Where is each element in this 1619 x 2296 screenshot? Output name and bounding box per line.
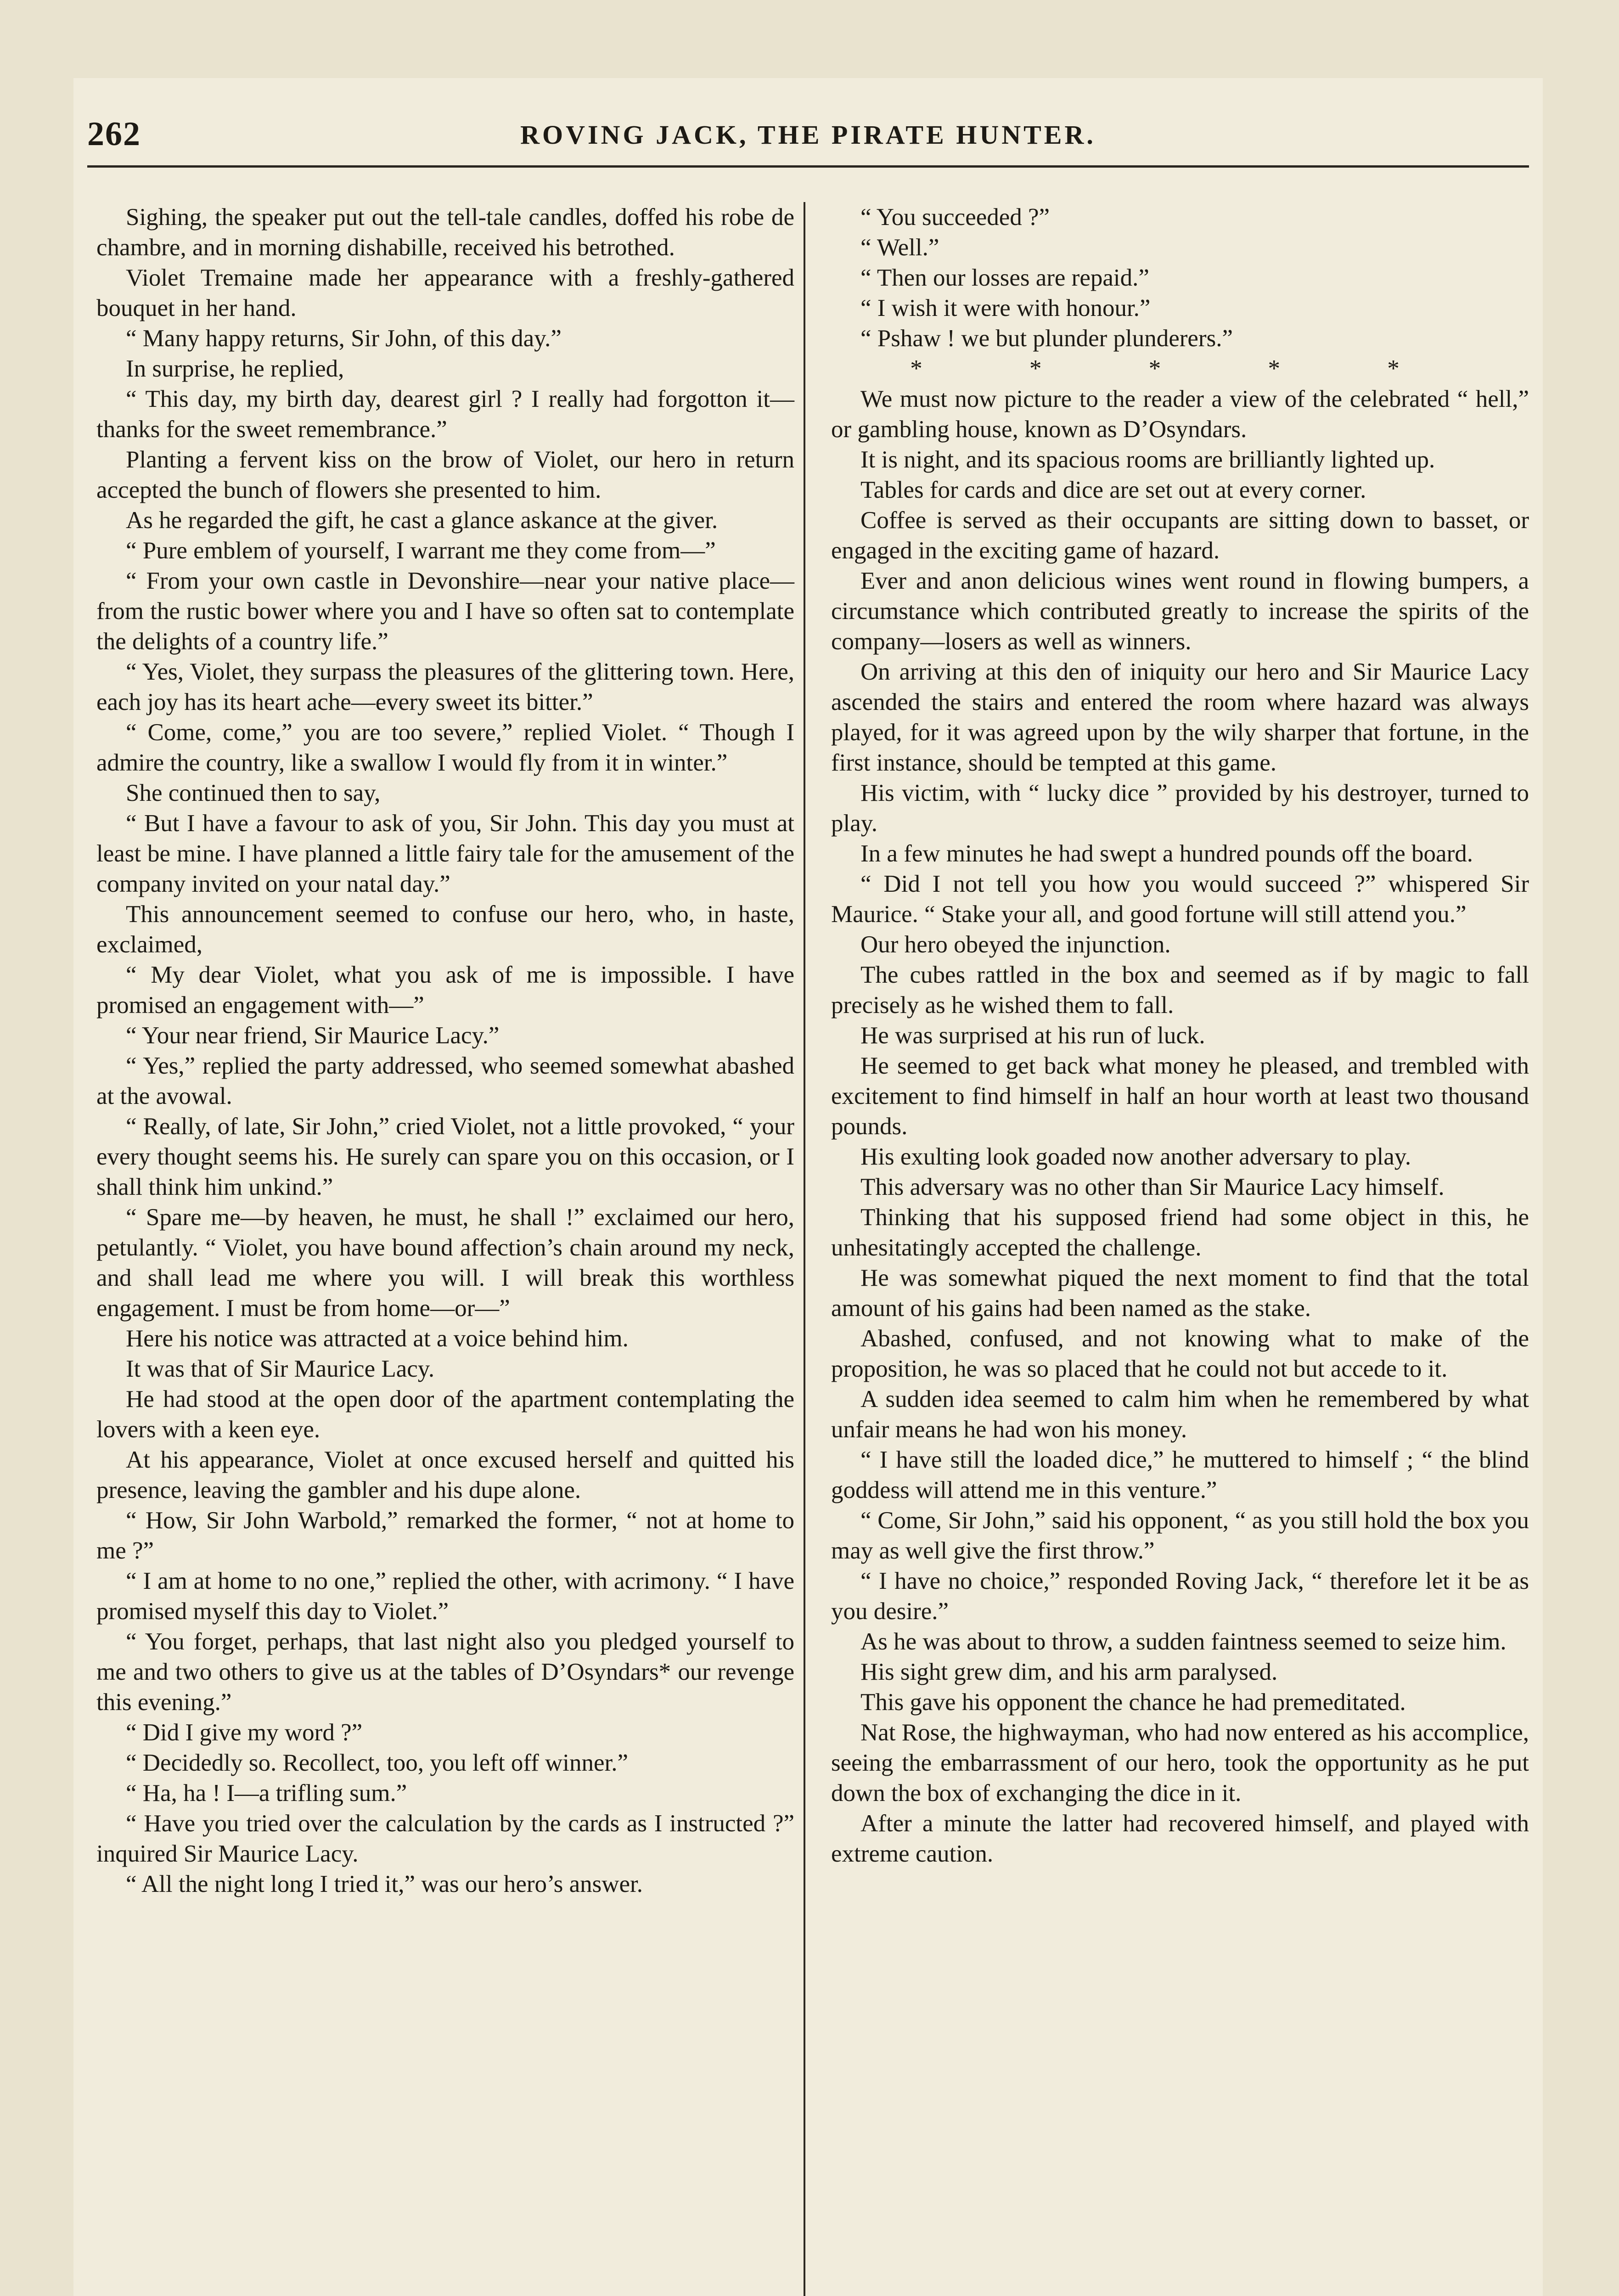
paragraph: “ Pure emblem of yourself, I warrant me they come from—” [126,537,716,564]
running-title: ROVING JACK, THE PIRATE HUNTER. [520,120,1096,150]
section-break: * * * * * [910,355,1450,382]
paragraph: “ Come, Sir John,” said his opponent, “ as you still hold the box you may as well give the first throw.” [831,1507,1529,1564]
paragraph: His sight grew dim, and his arm paralysed. [860,1659,1278,1685]
paragraph: “ This day, my birth day, dearest girl ? I really had forgotton it—thanks for the sweet remembrance.” [96,386,794,443]
paragraph: “ Well.” [860,234,939,261]
paragraph: This adversary was no other than Sir Maurice Lacy himself. [860,1174,1445,1200]
paragraph: “ Come, come,” you are too severe,” replied Violet. “ Though I admire the country, like a swallow I would fly from it in winter.” [96,719,794,776]
paragraph: “ I am at home to no one,” replied the other, with acrimony. “ I have promised myself this day to Violet.” [96,1568,794,1625]
paragraph: The cubes rattled in the box and seemed as if by magic to fall precisely as he wished them to fall. [831,962,1529,1019]
paragraph: “ From your own castle in Devonshire—near your native place—from the rustic bower where you and I have so often sat to contemplate the delights of a country life.” [96,568,794,655]
paragraph: “ Pshaw ! we but plunder plunderers.” [860,325,1233,352]
page-header [87,115,1529,168]
paragraph: In a few minutes he had swept a hundred pounds off the board. [860,840,1473,867]
paragraph: Thinking that his supposed friend had some object in this, he unhesitatingly accepted the challenge. [831,1204,1529,1261]
paragraph: As he regarded the gift, he cast a glance askance at the giver. [126,507,718,534]
paragraph: Planting a fervent kiss on the brow of Violet, our hero in return accepted the bunch of flowers she presented to him. [96,446,794,503]
paragraph: We must now picture to the reader a view of the celebrated “ hell,” or gambling house, known as D’Osyndars. [831,386,1529,443]
paragraph: “ All the night long I tried it,” was our hero’s answer. [126,1871,643,1897]
paragraph: Abashed, confused, and not knowing what to make of the proposition, he was so placed that he could not but accede to it. [831,1325,1529,1382]
paragraph: “ Yes,” replied the party addressed, who seemed somewhat abashed at the avowal. [96,1052,794,1109]
paragraph: Violet Tremaine made her appearance with a freshly-gathered bouquet in her hand. [96,264,794,321]
paragraph: This gave his opponent the chance he had premeditated. [860,1689,1406,1716]
book-page [73,78,1543,2296]
paragraph: Here his notice was attracted at a voice behind him. [126,1325,629,1352]
paragraph: His exulting look goaded now another adversary to play. [860,1143,1411,1170]
left-text-column [96,202,794,2296]
paragraph: It is night, and its spacious rooms are brilliantly lighted up. [860,446,1435,473]
paragraph: Our hero obeyed the injunction. [860,931,1171,958]
page-number: 262 [87,115,141,153]
paragraph: At his appearance, Violet at once excused herself and quitted his presence, leaving the gambler and his dupe alone. [96,1446,794,1503]
column-divider [804,202,805,2296]
paragraph: She continued then to say, [126,780,381,806]
paragraph: “ Your near friend, Sir Maurice Lacy.” [126,1022,500,1049]
paragraph: He was somewhat piqued the next moment to find that the total amount of his gains had been named as the stake. [831,1265,1529,1322]
right-text-column [831,202,1529,1869]
paragraph: He seemed to get back what money he pleased, and trembled with excitement to find himself in half an hour worth at least two thousand pounds. [831,1052,1529,1140]
paragraph: “ Ha, ha ! I—a trifling sum.” [126,1780,407,1806]
paragraph: “ Did I not tell you how you would succeed ?” whispered Sir Maurice. “ Stake your all, and good fortune will still attend you.” [831,871,1529,928]
paragraph: “ I wish it were with honour.” [860,295,1151,321]
paragraph: Sighing, the speaker put out the tell-tale candles, doffed his robe de chambre, and in morning dishabille, received his betrothed. [96,204,794,261]
paragraph: “ Decidedly so. Recollect, too, you left off winner.” [126,1750,629,1776]
paragraph: “ I have no choice,” responded Roving Jack, “ therefore let it be as you desire.” [831,1568,1529,1625]
paragraph: He was surprised at his run of luck. [860,1022,1205,1049]
paragraph: He had stood at the open door of the apartment contemplating the lovers with a keen eye. [96,1386,794,1443]
paragraph: “ You succeeded ?” [860,204,1050,231]
paragraph: His victim, with “ lucky dice ” provided by his destroyer, turned to play. [831,780,1529,837]
paragraph: It was that of Sir Maurice Lacy. [126,1356,435,1382]
paragraph: “ But I have a favour to ask of you, Sir John. This day you must at least be mine. I have planned a little fairy tale for the amusement of the company invited on your natal day.” [96,810,794,897]
paragraph: “ Yes, Violet, they surpass the pleasures of the glittering town. Here, each joy has its heart ache—every sweet its bitter.” [96,658,794,715]
paragraph: This announcement seemed to confuse our hero, who, in haste, exclaimed, [96,901,794,958]
paragraph: Tables for cards and dice are set out at every corner. [860,477,1366,503]
paragraph: In surprise, he replied, [126,355,344,382]
paragraph: “ Spare me—by heaven, he must, he shall !” exclaimed our hero, petulantly. “ Violet, you have bound affection’s chain around my neck, and shall lead me where you will. I will break this worthless engagement. I must be from home—or—” [96,1204,794,1322]
paragraph: Nat Rose, the highwayman, who had now entered as his accomplice, seeing the embarrassment of our hero, took the opportunity as he put down the box of exchanging the dice in it. [831,1719,1529,1806]
paragraph: Coffee is served as their occupants are sitting down to basset, or engaged in the exciting game of hazard. [831,507,1529,564]
paragraph: “ My dear Violet, what you ask of me is impossible. I have promised an engagement with—” [96,962,794,1019]
paragraph: “ Really, of late, Sir John,” cried Violet, not a little provoked, “ your every thought seems his. He surely can spare you on this occasion, or I shall think him unkind.” [96,1113,794,1200]
paragraph: “ Did I give my word ?” [126,1719,363,1746]
paragraph: “ I have still the loaded dice,” he muttered to himself ; “ the blind goddess will attend me in this venture.” [831,1446,1529,1503]
paragraph: Ever and anon delicious wines went round in flowing bumpers, a circumstance which contributed greatly to increase the spirits of the company—losers as well as winners. [831,568,1529,655]
paragraph: “ Then our losses are repaid.” [860,264,1149,291]
paragraph: On arriving at this den of iniquity our hero and Sir Maurice Lacy ascended the stairs and entered the room where hazard was always played, for it was agreed upon by the wily sharper that fortune, in the first instance, should be tempted at this game. [831,658,1529,776]
paragraph: A sudden idea seemed to calm him when he remembered by what unfair means he had won his money. [831,1386,1529,1443]
paragraph: “ How, Sir John Warbold,” remarked the former, “ not at home to me ?” [96,1507,794,1564]
paragraph: After a minute the latter had recovered himself, and played with extreme caution. [831,1810,1529,1867]
paragraph: “ Many happy returns, Sir John, of this day.” [126,325,562,352]
paragraph: As he was about to throw, a sudden faintness seemed to seize him. [860,1628,1507,1655]
paragraph: “ Have you tried over the calculation by the cards as I instructed ?” inquired Sir Maurice Lacy. [96,1810,794,1867]
paragraph: “ You forget, perhaps, that last night also you pledged yourself to me and two others to give us at the tables of D’Osyndars* our revenge this evening.” [96,1628,794,1716]
